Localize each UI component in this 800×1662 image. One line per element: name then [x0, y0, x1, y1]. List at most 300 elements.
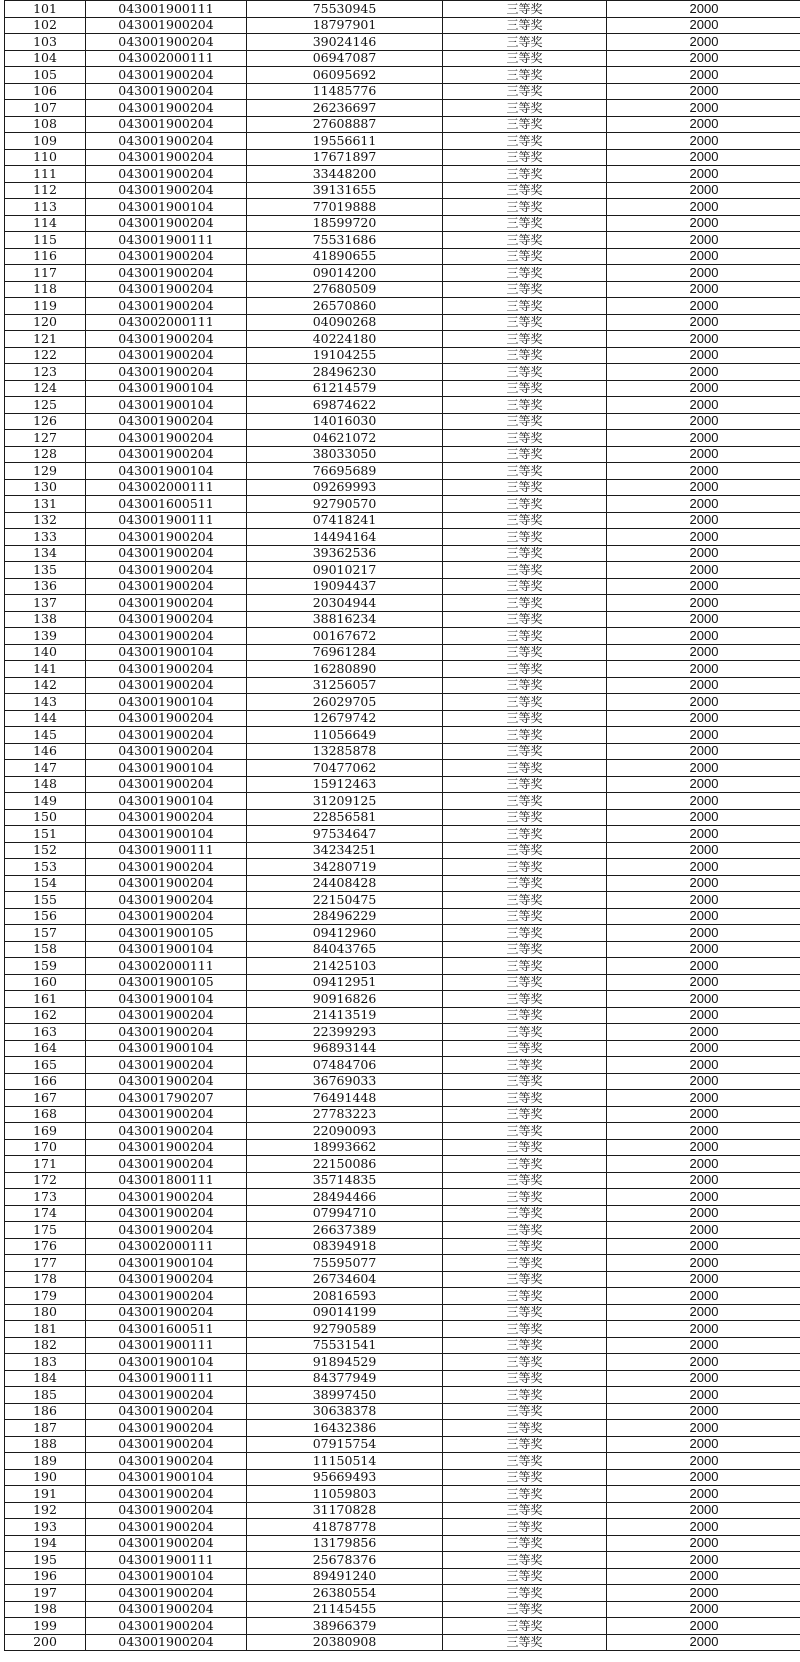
- cell-seq: 121: [5, 331, 86, 348]
- cell-seq: 131: [5, 496, 86, 513]
- cell-seq: 165: [5, 1057, 86, 1074]
- cell-seq: 160: [5, 974, 86, 991]
- cell-number: 36769033: [247, 1073, 443, 1090]
- cell-prize: 三等奖: [443, 958, 607, 975]
- cell-amount: 2000: [607, 1321, 800, 1338]
- cell-unit-code: 043001900204: [86, 562, 247, 579]
- cell-prize: 三等奖: [443, 314, 607, 331]
- cell-number: 90916826: [247, 991, 443, 1008]
- cell-seq: 176: [5, 1238, 86, 1255]
- table-row: [5, 562, 800, 579]
- cell-unit-code: 043001900204: [86, 331, 247, 348]
- cell-prize: 三等奖: [443, 463, 607, 480]
- cell-number: 20816593: [247, 1288, 443, 1305]
- table-row: [5, 298, 800, 315]
- cell-unit-code: 043001900204: [86, 859, 247, 876]
- cell-amount: 2000: [607, 545, 800, 562]
- cell-amount: 2000: [607, 298, 800, 315]
- cell-number: 26637389: [247, 1222, 443, 1239]
- cell-seq: 164: [5, 1040, 86, 1057]
- cell-number: 84043765: [247, 941, 443, 958]
- cell-number: 40224180: [247, 331, 443, 348]
- table-row: [5, 1354, 800, 1371]
- table-row: [5, 776, 800, 793]
- cell-prize: 三等奖: [443, 677, 607, 694]
- cell-number: 21425103: [247, 958, 443, 975]
- cell-number: 61214579: [247, 380, 443, 397]
- cell-unit-code: 043001900204: [86, 116, 247, 133]
- cell-unit-code: 043001900204: [86, 727, 247, 744]
- cell-unit-code: 043001900204: [86, 1585, 247, 1602]
- cell-amount: 2000: [607, 479, 800, 496]
- cell-prize: 三等奖: [443, 1040, 607, 1057]
- cell-prize: 三等奖: [443, 1189, 607, 1206]
- cell-prize: 三等奖: [443, 562, 607, 579]
- table-row: [5, 578, 800, 595]
- table-row: [5, 925, 800, 942]
- table-row: [5, 1634, 800, 1651]
- table-row: [5, 1370, 800, 1387]
- cell-seq: 113: [5, 199, 86, 216]
- cell-seq: 150: [5, 809, 86, 826]
- cell-number: 97534647: [247, 826, 443, 843]
- cell-number: 69874622: [247, 397, 443, 414]
- cell-number: 28496229: [247, 908, 443, 925]
- cell-seq: 195: [5, 1552, 86, 1569]
- cell-unit-code: 043001600511: [86, 496, 247, 513]
- cell-number: 76961284: [247, 644, 443, 661]
- cell-seq: 166: [5, 1073, 86, 1090]
- cell-seq: 152: [5, 842, 86, 859]
- cell-amount: 2000: [607, 1370, 800, 1387]
- cell-amount: 2000: [607, 1238, 800, 1255]
- cell-number: 14016030: [247, 413, 443, 430]
- cell-prize: 三等奖: [443, 34, 607, 51]
- cell-number: 26570860: [247, 298, 443, 315]
- cell-unit-code: 043001900111: [86, 1337, 247, 1354]
- table-row: [5, 248, 800, 265]
- cell-unit-code: 043002000111: [86, 1238, 247, 1255]
- cell-unit-code: 043001900204: [86, 1486, 247, 1503]
- cell-number: 41890655: [247, 248, 443, 265]
- cell-seq: 141: [5, 661, 86, 678]
- cell-prize: 三等奖: [443, 875, 607, 892]
- cell-amount: 2000: [607, 562, 800, 579]
- cell-number: 22090093: [247, 1123, 443, 1140]
- cell-number: 11150514: [247, 1453, 443, 1470]
- cell-seq: 127: [5, 430, 86, 447]
- cell-amount: 2000: [607, 50, 800, 67]
- cell-seq: 129: [5, 463, 86, 480]
- cell-unit-code: 043001900204: [86, 1618, 247, 1635]
- cell-amount: 2000: [607, 1222, 800, 1239]
- cell-number: 30638378: [247, 1403, 443, 1420]
- cell-seq: 163: [5, 1024, 86, 1041]
- cell-prize: 三等奖: [443, 1271, 607, 1288]
- table-row: [5, 463, 800, 480]
- table-row: [5, 512, 800, 529]
- cell-seq: 118: [5, 281, 86, 298]
- cell-seq: 122: [5, 347, 86, 364]
- cell-prize: 三等奖: [443, 397, 607, 414]
- cell-prize: 三等奖: [443, 1634, 607, 1651]
- cell-amount: 2000: [607, 1634, 800, 1651]
- cell-amount: 2000: [607, 925, 800, 942]
- cell-number: 76491448: [247, 1090, 443, 1107]
- cell-seq: 149: [5, 793, 86, 810]
- cell-unit-code: 043002000111: [86, 958, 247, 975]
- cell-prize: 三等奖: [443, 298, 607, 315]
- cell-number: 09014200: [247, 265, 443, 282]
- table-row: [5, 842, 800, 859]
- cell-prize: 三等奖: [443, 1106, 607, 1123]
- cell-seq: 116: [5, 248, 86, 265]
- cell-unit-code: 043001900204: [86, 133, 247, 150]
- cell-unit-code: 043001900204: [86, 776, 247, 793]
- cell-seq: 171: [5, 1156, 86, 1173]
- cell-prize: 三等奖: [443, 644, 607, 661]
- cell-unit-code: 043001900204: [86, 100, 247, 117]
- cell-unit-code: 043002000111: [86, 479, 247, 496]
- cell-prize: 三等奖: [443, 1486, 607, 1503]
- cell-number: 39024146: [247, 34, 443, 51]
- cell-unit-code: 043001900204: [86, 413, 247, 430]
- cell-seq: 123: [5, 364, 86, 381]
- cell-number: 31256057: [247, 677, 443, 694]
- table-row: [5, 347, 800, 364]
- cell-unit-code: 043001900204: [86, 677, 247, 694]
- cell-prize: 三等奖: [443, 1387, 607, 1404]
- cell-amount: 2000: [607, 958, 800, 975]
- cell-amount: 2000: [607, 1040, 800, 1057]
- cell-unit-code: 043001900104: [86, 793, 247, 810]
- cell-amount: 2000: [607, 281, 800, 298]
- cell-unit-code: 043001900204: [86, 1073, 247, 1090]
- cell-unit-code: 043001900204: [86, 1222, 247, 1239]
- table-row: [5, 446, 800, 463]
- table-row: [5, 991, 800, 1008]
- cell-number: 12679742: [247, 710, 443, 727]
- cell-unit-code: 043001900204: [86, 595, 247, 612]
- cell-seq: 174: [5, 1205, 86, 1222]
- cell-number: 04621072: [247, 430, 443, 447]
- cell-seq: 128: [5, 446, 86, 463]
- cell-amount: 2000: [607, 809, 800, 826]
- cell-seq: 104: [5, 50, 86, 67]
- cell-seq: 172: [5, 1172, 86, 1189]
- table-row: [5, 281, 800, 298]
- cell-unit-code: 043001900204: [86, 446, 247, 463]
- cell-number: 75531686: [247, 232, 443, 249]
- cell-number: 25678376: [247, 1552, 443, 1569]
- cell-prize: 三等奖: [443, 1502, 607, 1519]
- cell-seq: 189: [5, 1453, 86, 1470]
- cell-prize: 三等奖: [443, 1337, 607, 1354]
- table-row: [5, 215, 800, 232]
- table-row: [5, 479, 800, 496]
- cell-unit-code: 043001900204: [86, 1535, 247, 1552]
- cell-prize: 三等奖: [443, 1519, 607, 1536]
- cell-seq: 199: [5, 1618, 86, 1635]
- cell-prize: 三等奖: [443, 793, 607, 810]
- cell-number: 26029705: [247, 694, 443, 711]
- table-row: [5, 1486, 800, 1503]
- cell-amount: 2000: [607, 1436, 800, 1453]
- cell-amount: 2000: [607, 166, 800, 183]
- cell-unit-code: 043002000111: [86, 50, 247, 67]
- table-row: [5, 611, 800, 628]
- cell-seq: 158: [5, 941, 86, 958]
- cell-amount: 2000: [607, 1, 800, 18]
- cell-seq: 148: [5, 776, 86, 793]
- cell-prize: 三等奖: [443, 1090, 607, 1107]
- table-row: [5, 743, 800, 760]
- cell-number: 75595077: [247, 1255, 443, 1272]
- cell-number: 38966379: [247, 1618, 443, 1635]
- cell-number: 84377949: [247, 1370, 443, 1387]
- cell-amount: 2000: [607, 908, 800, 925]
- cell-unit-code: 043001900204: [86, 265, 247, 282]
- cell-number: 39131655: [247, 182, 443, 199]
- cell-amount: 2000: [607, 1007, 800, 1024]
- table-row: [5, 661, 800, 678]
- cell-number: 75531541: [247, 1337, 443, 1354]
- cell-unit-code: 043001900104: [86, 1469, 247, 1486]
- cell-unit-code: 043001900204: [86, 1271, 247, 1288]
- cell-prize: 三等奖: [443, 1304, 607, 1321]
- cell-seq: 134: [5, 545, 86, 562]
- cell-number: 15912463: [247, 776, 443, 793]
- table-row: [5, 1552, 800, 1569]
- cell-amount: 2000: [607, 1172, 800, 1189]
- cell-number: 07418241: [247, 512, 443, 529]
- cell-number: 38816234: [247, 611, 443, 628]
- cell-unit-code: 043001900204: [86, 364, 247, 381]
- cell-unit-code: 043001900104: [86, 826, 247, 843]
- table-row: [5, 1469, 800, 1486]
- cell-prize: 三等奖: [443, 446, 607, 463]
- cell-prize: 三等奖: [443, 1007, 607, 1024]
- cell-number: 07915754: [247, 1436, 443, 1453]
- cell-unit-code: 043001900204: [86, 430, 247, 447]
- cell-prize: 三等奖: [443, 512, 607, 529]
- cell-prize: 三等奖: [443, 1469, 607, 1486]
- cell-seq: 162: [5, 1007, 86, 1024]
- cell-unit-code: 043001900204: [86, 809, 247, 826]
- table-row: [5, 83, 800, 100]
- cell-seq: 138: [5, 611, 86, 628]
- cell-prize: 三等奖: [443, 100, 607, 117]
- cell-unit-code: 043001900204: [86, 281, 247, 298]
- cell-seq: 181: [5, 1321, 86, 1338]
- cell-prize: 三等奖: [443, 1568, 607, 1585]
- cell-number: 14494164: [247, 529, 443, 546]
- table-row: [5, 116, 800, 133]
- cell-seq: 190: [5, 1469, 86, 1486]
- cell-unit-code: 043001900204: [86, 710, 247, 727]
- cell-unit-code: 043001900104: [86, 991, 247, 1008]
- table-row: [5, 760, 800, 777]
- cell-prize: 三等奖: [443, 1288, 607, 1305]
- cell-number: 04090268: [247, 314, 443, 331]
- cell-prize: 三等奖: [443, 694, 607, 711]
- cell-seq: 142: [5, 677, 86, 694]
- table-row: [5, 199, 800, 216]
- table-row: [5, 397, 800, 414]
- cell-unit-code: 043001900204: [86, 1453, 247, 1470]
- cell-amount: 2000: [607, 364, 800, 381]
- cell-seq: 193: [5, 1519, 86, 1536]
- table-row: [5, 1568, 800, 1585]
- cell-number: 17671897: [247, 149, 443, 166]
- cell-seq: 120: [5, 314, 86, 331]
- cell-unit-code: 043001900104: [86, 380, 247, 397]
- cell-amount: 2000: [607, 133, 800, 150]
- cell-amount: 2000: [607, 1552, 800, 1569]
- cell-unit-code: 043001900204: [86, 628, 247, 645]
- cell-seq: 101: [5, 1, 86, 18]
- cell-number: 09010217: [247, 562, 443, 579]
- cell-prize: 三等奖: [443, 892, 607, 909]
- cell-unit-code: 043001900204: [86, 149, 247, 166]
- cell-number: 20304944: [247, 595, 443, 612]
- cell-prize: 三等奖: [443, 1139, 607, 1156]
- cell-seq: 132: [5, 512, 86, 529]
- cell-amount: 2000: [607, 941, 800, 958]
- cell-number: 09269993: [247, 479, 443, 496]
- cell-amount: 2000: [607, 1387, 800, 1404]
- cell-unit-code: 043001900204: [86, 83, 247, 100]
- cell-amount: 2000: [607, 397, 800, 414]
- cell-amount: 2000: [607, 595, 800, 612]
- cell-unit-code: 043001900204: [86, 1007, 247, 1024]
- cell-number: 07994710: [247, 1205, 443, 1222]
- table-row: [5, 1436, 800, 1453]
- cell-unit-code: 043001900204: [86, 1634, 247, 1651]
- cell-prize: 三等奖: [443, 17, 607, 34]
- table-row: [5, 1238, 800, 1255]
- cell-prize: 三等奖: [443, 776, 607, 793]
- cell-number: 96893144: [247, 1040, 443, 1057]
- cell-amount: 2000: [607, 1535, 800, 1552]
- cell-unit-code: 043001900204: [86, 1420, 247, 1437]
- table-row: [5, 1205, 800, 1222]
- table-row: [5, 1585, 800, 1602]
- table-row: [5, 496, 800, 513]
- cell-prize: 三等奖: [443, 1238, 607, 1255]
- cell-unit-code: 043001900104: [86, 941, 247, 958]
- cell-seq: 170: [5, 1139, 86, 1156]
- cell-amount: 2000: [607, 974, 800, 991]
- cell-unit-code: 043001900104: [86, 397, 247, 414]
- cell-unit-code: 043001900204: [86, 578, 247, 595]
- cell-number: 20380908: [247, 1634, 443, 1651]
- cell-amount: 2000: [607, 1304, 800, 1321]
- cell-prize: 三等奖: [443, 265, 607, 282]
- cell-unit-code: 043001900204: [86, 1519, 247, 1536]
- cell-prize: 三等奖: [443, 595, 607, 612]
- cell-amount: 2000: [607, 1057, 800, 1074]
- cell-prize: 三等奖: [443, 248, 607, 265]
- cell-amount: 2000: [607, 232, 800, 249]
- cell-amount: 2000: [607, 34, 800, 51]
- cell-prize: 三等奖: [443, 1370, 607, 1387]
- cell-seq: 177: [5, 1255, 86, 1272]
- cell-prize: 三等奖: [443, 842, 607, 859]
- table-row: [5, 1271, 800, 1288]
- cell-amount: 2000: [607, 1453, 800, 1470]
- cell-seq: 179: [5, 1288, 86, 1305]
- cell-amount: 2000: [607, 1189, 800, 1206]
- cell-number: 28496230: [247, 364, 443, 381]
- cell-number: 75530945: [247, 1, 443, 18]
- cell-number: 22399293: [247, 1024, 443, 1041]
- cell-prize: 三等奖: [443, 991, 607, 1008]
- cell-amount: 2000: [607, 727, 800, 744]
- cell-seq: 151: [5, 826, 86, 843]
- table-row: [5, 1057, 800, 1074]
- cell-unit-code: 043001900204: [86, 248, 247, 265]
- table-row: [5, 34, 800, 51]
- cell-amount: 2000: [607, 578, 800, 595]
- cell-amount: 2000: [607, 1337, 800, 1354]
- table-row: [5, 1618, 800, 1635]
- cell-amount: 2000: [607, 1420, 800, 1437]
- table-row: [5, 50, 800, 67]
- cell-amount: 2000: [607, 182, 800, 199]
- cell-seq: 108: [5, 116, 86, 133]
- cell-unit-code: 043001900204: [86, 1205, 247, 1222]
- cell-prize: 三等奖: [443, 974, 607, 991]
- table-row: [5, 1255, 800, 1272]
- cell-prize: 三等奖: [443, 347, 607, 364]
- cell-number: 19094437: [247, 578, 443, 595]
- cell-unit-code: 043001900204: [86, 17, 247, 34]
- cell-prize: 三等奖: [443, 859, 607, 876]
- table-row: [5, 892, 800, 909]
- cell-seq: 156: [5, 908, 86, 925]
- cell-seq: 180: [5, 1304, 86, 1321]
- cell-prize: 三等奖: [443, 1156, 607, 1173]
- cell-amount: 2000: [607, 1585, 800, 1602]
- cell-amount: 2000: [607, 776, 800, 793]
- cell-number: 91894529: [247, 1354, 443, 1371]
- cell-prize: 三等奖: [443, 67, 607, 84]
- cell-unit-code: 043001900204: [86, 892, 247, 909]
- cell-unit-code: 043001790207: [86, 1090, 247, 1107]
- cell-prize: 三等奖: [443, 1618, 607, 1635]
- cell-amount: 2000: [607, 760, 800, 777]
- cell-prize: 三等奖: [443, 1601, 607, 1618]
- cell-seq: 135: [5, 562, 86, 579]
- cell-seq: 144: [5, 710, 86, 727]
- table-row: [5, 149, 800, 166]
- cell-unit-code: 043001900204: [86, 1189, 247, 1206]
- table-row: [5, 941, 800, 958]
- cell-seq: 154: [5, 875, 86, 892]
- cell-unit-code: 043001900204: [86, 1057, 247, 1074]
- cell-amount: 2000: [607, 413, 800, 430]
- prize-list-body: [5, 1, 800, 1651]
- cell-unit-code: 043001900204: [86, 1601, 247, 1618]
- cell-number: 06095692: [247, 67, 443, 84]
- table-row: [5, 1601, 800, 1618]
- cell-seq: 140: [5, 644, 86, 661]
- table-row: [5, 1139, 800, 1156]
- cell-amount: 2000: [607, 1090, 800, 1107]
- cell-amount: 2000: [607, 859, 800, 876]
- cell-prize: 三等奖: [443, 479, 607, 496]
